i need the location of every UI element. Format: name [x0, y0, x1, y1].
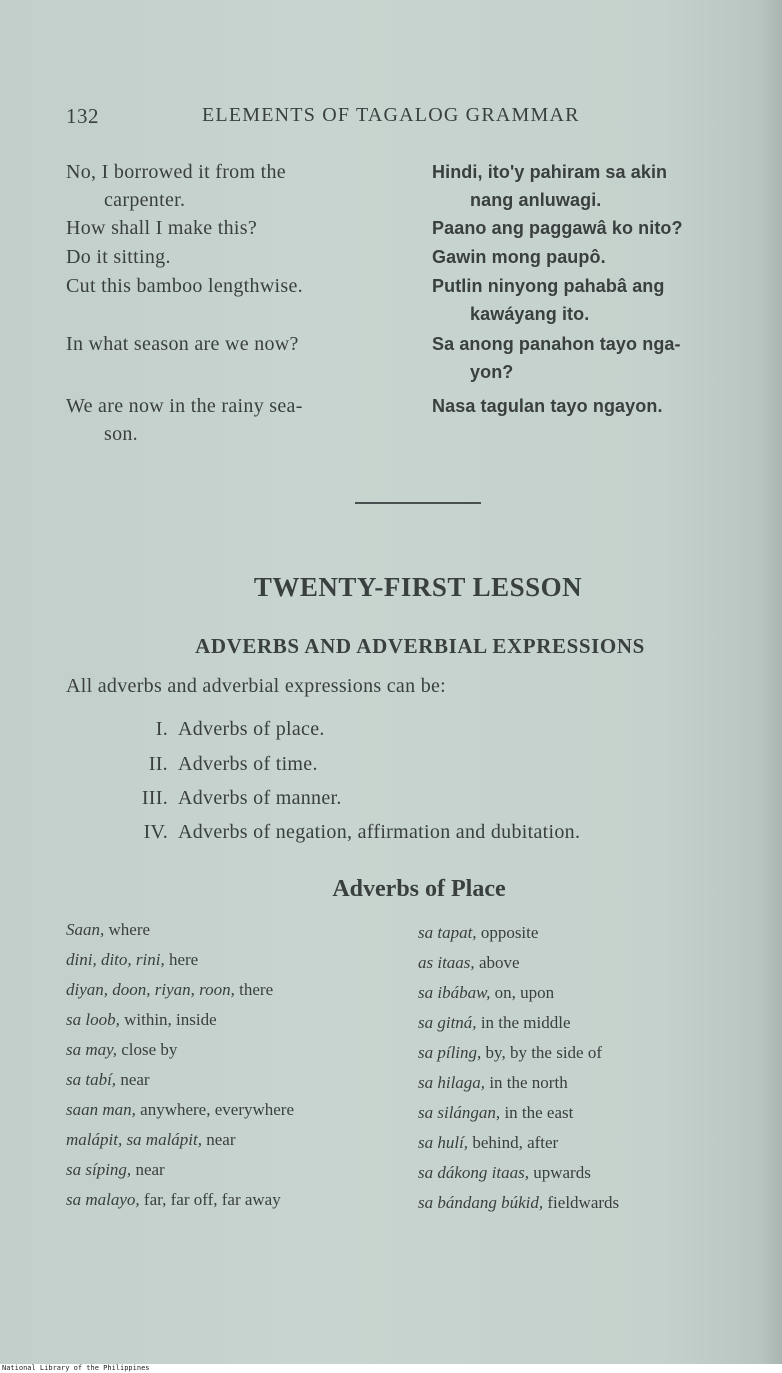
vocab-meaning: anywhere, everywhere	[135, 1100, 295, 1119]
vocab-word: sa silángan,	[418, 1103, 501, 1122]
english-line: No, I borrowed it from the	[66, 161, 286, 183]
tagalog-line: Hindi, ito'y pahiram sa akin	[432, 162, 668, 182]
english-line: Cut this bamboo lengthwise.	[66, 275, 303, 297]
vocab-meaning: near	[116, 1070, 150, 1089]
tagalog-line: kawáyang ito.	[470, 304, 590, 324]
vocab-column-left	[66, 915, 294, 1215]
tagalog-line: yon?	[470, 362, 514, 382]
vocab-entry	[66, 1065, 294, 1095]
list-number: III.	[141, 787, 168, 809]
list-number: I.	[155, 718, 168, 740]
vocab-entry	[418, 1098, 619, 1128]
vocab-word: sa síping,	[66, 1160, 132, 1179]
vocab-meaning: behind, after	[468, 1133, 559, 1152]
list-text: Adverbs of negation, affirmation and dubitation.	[178, 821, 581, 843]
vocab-word: sa tapat,	[418, 923, 477, 942]
vocab-entry	[66, 1125, 294, 1155]
vocab-word: sa may,	[66, 1040, 117, 1059]
running-head: ELEMENTS OF TAGALOG GRAMMAR	[202, 104, 580, 126]
vocab-entry	[418, 948, 619, 978]
vocab-word: malápit, sa malápit,	[66, 1130, 203, 1149]
vocab-word: as itaas,	[418, 953, 475, 972]
english-line: We are now in the rainy sea-	[66, 395, 303, 417]
vocab-word: sa píling,	[418, 1043, 482, 1062]
list-number: IV.	[143, 821, 168, 843]
vocab-meaning: above	[474, 953, 520, 972]
vocab-entry	[418, 1008, 619, 1038]
list-text: Adverbs of time.	[178, 753, 318, 775]
vocab-word: dini, dito, rini,	[66, 950, 165, 969]
vocab-column-right	[418, 918, 619, 1218]
vocab-meaning: in the middle	[476, 1013, 571, 1032]
vocab-word: Saan,	[66, 920, 105, 939]
list-number: II.	[148, 753, 168, 775]
tagalog-line: nang anluwagi.	[470, 190, 602, 210]
english-line: In what season are we now?	[66, 333, 299, 355]
vocab-entry	[66, 945, 294, 975]
vocab-entry	[418, 1158, 619, 1188]
vocab-entry	[418, 978, 619, 1008]
tagalog-phrase	[432, 392, 762, 420]
lesson-title: TWENTY-FIRST LESSON	[253, 572, 583, 602]
vocab-meaning: close by	[117, 1040, 178, 1059]
tagalog-phrase	[432, 243, 762, 271]
list-text: Adverbs of manner.	[178, 787, 342, 809]
vocab-entry	[418, 918, 619, 948]
vocab-word: sa hulí,	[418, 1133, 469, 1152]
tagalog-phrase	[432, 330, 762, 386]
vocab-word: sa tabí,	[66, 1070, 117, 1089]
vocab-word: sa hilaga,	[418, 1073, 486, 1092]
vocab-entry	[66, 1155, 294, 1185]
vocab-word: diyan, doon, riyan, roon,	[66, 980, 235, 999]
english-line: How shall I make this?	[66, 217, 258, 239]
vocab-entry	[66, 975, 294, 1005]
vocab-entry	[418, 1068, 619, 1098]
footer-credit: National Library of the Philippines	[2, 1364, 150, 1372]
vocab-word: sa malayo,	[66, 1190, 140, 1209]
tagalog-phrase	[432, 272, 762, 328]
vocab-meaning: within, inside	[119, 1010, 217, 1029]
page-number: 132	[66, 104, 99, 128]
intro-sentence: All adverbs and adverbial expressions can be:	[66, 675, 447, 697]
vocab-entry	[66, 1005, 294, 1035]
tagalog-line: Paano ang paggawâ ko nito?	[432, 218, 683, 238]
vocab-meaning: on, upon	[490, 983, 555, 1002]
english-phrase	[66, 243, 416, 271]
tagalog-phrase	[432, 214, 762, 242]
vocab-word: sa bándang búkid,	[418, 1193, 544, 1212]
vocab-meaning: far, far off, far away	[139, 1190, 281, 1209]
english-line: carpenter.	[104, 189, 186, 211]
vocab-meaning: in the east	[500, 1103, 574, 1122]
vocab-meaning: near	[131, 1160, 165, 1179]
english-phrase	[66, 272, 416, 300]
list-text: Adverbs of place.	[178, 718, 325, 740]
vocab-entry	[418, 1188, 619, 1218]
vocab-meaning: here	[164, 950, 199, 969]
tagalog-line: Sa anong panahon tayo nga-	[432, 334, 681, 354]
vocab-word: sa ibábaw,	[418, 983, 491, 1002]
vocab-meaning: by, by the side of	[481, 1043, 603, 1062]
english-phrase	[66, 392, 416, 448]
tagalog-line: Putlin ninyong pahabâ ang	[432, 276, 665, 296]
tagalog-line: Nasa tagulan tayo ngayon.	[432, 396, 663, 416]
vocab-meaning: fieldwards	[543, 1193, 620, 1212]
page-header	[0, 104, 782, 134]
english-phrase	[66, 158, 416, 214]
vocab-entry	[418, 1038, 619, 1068]
vocab-entry	[66, 915, 294, 945]
english-phrase	[66, 214, 416, 242]
vocab-meaning: upwards	[528, 1163, 591, 1182]
vocab-entry	[66, 1185, 294, 1215]
section-divider	[355, 502, 481, 504]
english-line: Do it sitting.	[66, 246, 171, 268]
vocab-entry	[418, 1128, 619, 1158]
vocab-word: sa dákong itaas,	[418, 1163, 529, 1182]
section-title: ADVERBS AND ADVERBIAL EXPRESSIONS	[195, 634, 645, 658]
vocab-word: saan man,	[66, 1100, 136, 1119]
vocab-meaning: where	[104, 920, 151, 939]
vocab-meaning: in the north	[485, 1073, 568, 1092]
vocab-meaning: near	[202, 1130, 236, 1149]
tagalog-line: Gawin mong paupô.	[432, 247, 606, 267]
vocab-word: sa gitná,	[418, 1013, 477, 1032]
vocab-meaning: there	[234, 980, 274, 999]
subheading: Adverbs of Place	[332, 876, 506, 902]
vocab-word: sa loob,	[66, 1010, 120, 1029]
english-phrase	[66, 330, 416, 358]
vocab-meaning: opposite	[476, 923, 539, 942]
english-line: son.	[104, 423, 138, 445]
vocab-entry	[66, 1095, 294, 1125]
tagalog-phrase	[432, 158, 762, 214]
vocab-entry	[66, 1035, 294, 1065]
